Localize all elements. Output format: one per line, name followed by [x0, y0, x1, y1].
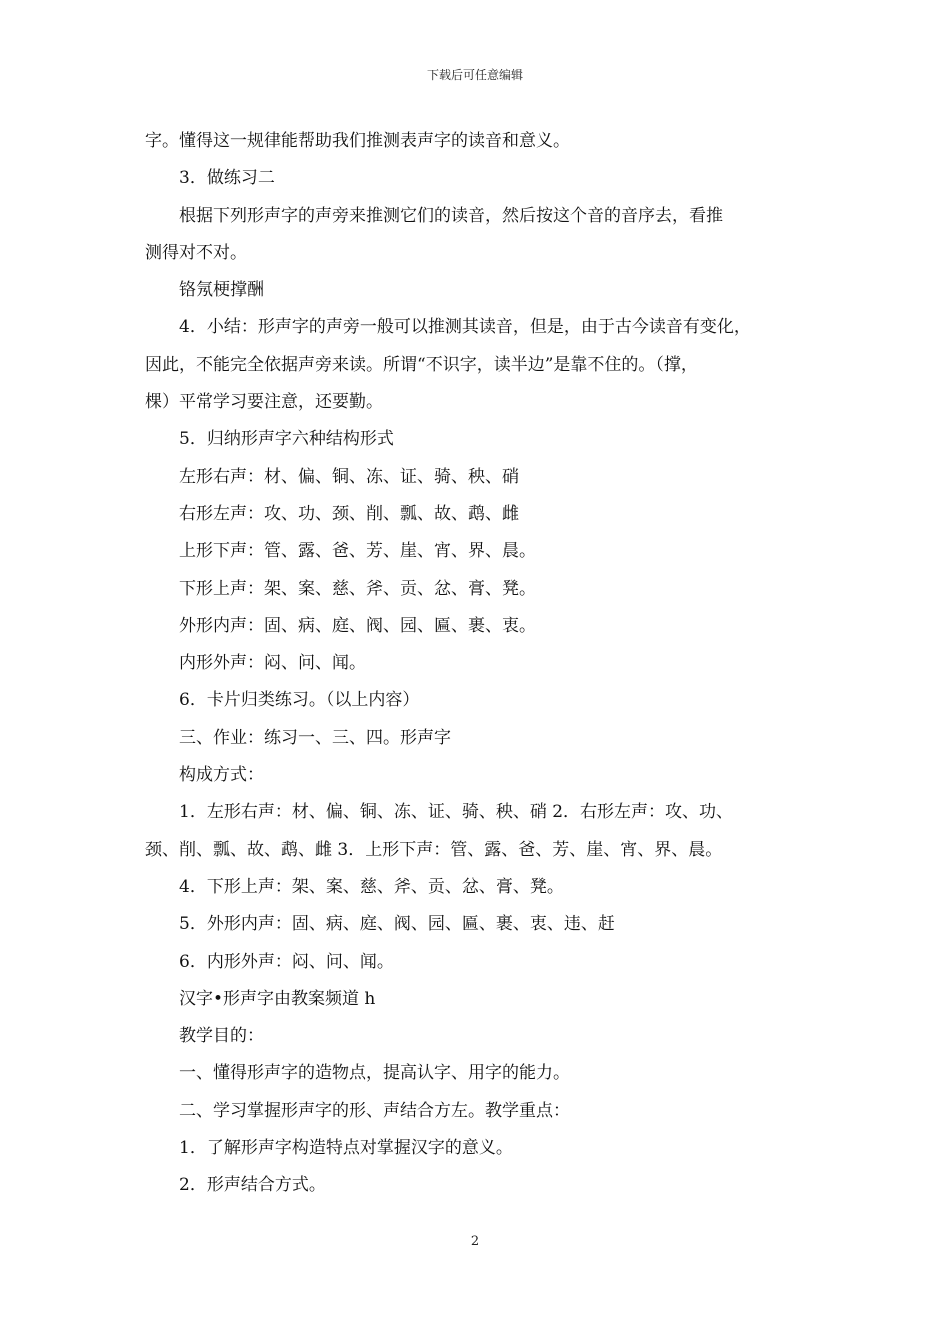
text-line: 字。懂得这一规律能帮助我们推测表声字的读音和意义。	[145, 131, 570, 151]
text-line: 根据下列形声字的声旁来推测它们的读音，然后按这个音的音序去，看推	[179, 205, 723, 226]
text-line: 内形外声：闷、问、闻。	[179, 653, 366, 674]
page-header: 下载后可任意编辑	[426, 68, 523, 82]
text-line: 汉字•形声字由教案频道 h	[179, 988, 376, 1009]
text-line: 一、懂得形声字的造物点，提高认字、用字的能力。	[179, 1063, 570, 1084]
text-line: 下形上声：架、案、慈、斧、贡、忿、膏、凳。	[179, 578, 536, 599]
text-line: 1．了解形声字构造特点对掌握汉字的意义。	[179, 1138, 513, 1159]
text-line: 3．做练习二	[179, 168, 275, 189]
text-line: 二、学习掌握形声字的形、声结合方左。教学重点：	[179, 1100, 570, 1121]
text-line: 1．左形右声：材、偏、铜、冻、证、骑、秧、硝 2．右形左声：攻、功、	[179, 802, 734, 823]
text-line: 5．外形内声：固、病、庭、阀、园、匾、裹、衷、违、赶	[179, 914, 615, 935]
text-line: 右形左声：攻、功、颈、削、瓢、故、鹉、雌	[179, 503, 519, 524]
text-line: 构成方式：	[179, 765, 264, 786]
text-line: 6．卡片归类练习。（以上内容）	[179, 690, 420, 711]
text-line: 外形内声：固、病、庭、阀、园、匾、裹、衷。	[179, 615, 536, 636]
text-line: 4．下形上声：架、案、慈、斧、贡、忿、膏、凳。	[179, 876, 564, 897]
text-line: 颈、削、瓢、故、鹉、雌 3．上形下声：管、露、爸、芳、崖、宵、界、晨。	[145, 839, 723, 860]
text-line: 4．小结：形声字的声旁一般可以推测其读音，但是，由于古今读音有变化，	[179, 317, 751, 338]
text-line: 铬氖梗撑酬	[179, 280, 264, 301]
text-line: 左形右声：材、偏、铜、冻、证、骑、秧、硝	[179, 466, 519, 487]
text-line: 6．内形外声：闷、问、闻。	[179, 951, 394, 972]
text-line: 上形下声：管、露、爸、芳、崖、宵、界、晨。	[179, 541, 536, 562]
page-number: 2	[470, 1234, 480, 1249]
text-line: 教学目的：	[179, 1026, 264, 1047]
text-line: 5．归纳形声字六种结构形式	[179, 429, 394, 450]
text-line: 棵）平常学习要注意，还要勤。	[145, 392, 383, 413]
text-line: 因此，不能完全依据声旁来读。所谓“不识字，读半边”是靠不住的。（撑，	[145, 354, 698, 375]
document-body	[145, 123, 810, 1205]
text-line: 测得对不对。	[145, 242, 247, 263]
text-line: 三、作业：练习一、三、四。形声字	[179, 727, 451, 748]
text-line: 2．形声结合方式。	[179, 1175, 326, 1196]
